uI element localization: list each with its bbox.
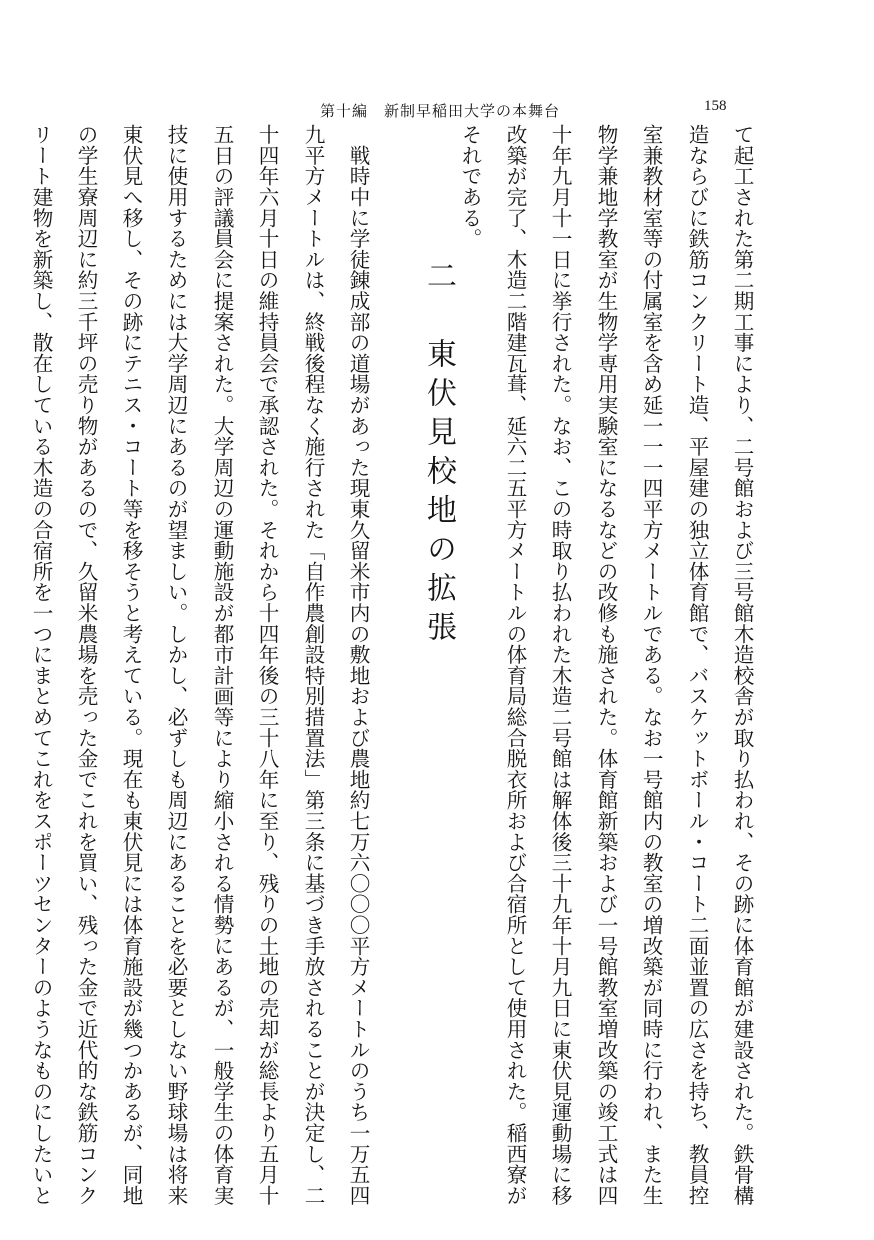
text-column: 改築が完了、木造二階建瓦葺、延六二五平方メートルの体育局総合脱衣所および合宿所として使用された。稲西寮が <box>503 124 527 1206</box>
text-column: 五日の評議員会に提案された。大学周辺の運動施設が都市計画等により縮小される情勢にあるが、一般学生の体育実 <box>210 124 234 1206</box>
text-column: リート建物を新築し、散在している木造の合宿所を一つにまとめてこれをスポーツセンターのようなものにしたいと <box>29 124 53 1206</box>
text-column: それである。 <box>458 124 482 249</box>
running-head: 第十編 新制早稲田大学の本舞台 <box>320 102 561 120</box>
text-column: 物学兼地学教室が生物学専用実験室になるなどの改修も施された。体育館新築および一号館教室増改築の竣工式は四 <box>594 124 618 1206</box>
section-heading: 二 東伏見校地の拡張 <box>421 260 456 650</box>
text-column: 戦時中に学徒錬成部の道場があった現東久留米市内の敷地および農地約七万六〇〇〇平方メートルのうち一万五四 <box>346 124 370 1206</box>
text-column: 十四年六月十日の維持員会で承認された。それから十四年後の三十八年に至り、残りの土地の売却が総長より五月十 <box>255 124 279 1206</box>
text-column: 十年九月十一日に挙行された。なお、この時取り払われた木造二号館は解体後三十九年十月九日に東伏見運動場に移 <box>548 124 572 1206</box>
page-number: 158 <box>704 98 727 114</box>
text-column: 室兼教材室等の付属室を含め延一一一四平方メートルである。なお一号館内の教室の増改築が同時に行われ、また生 <box>639 124 663 1206</box>
text-column: 九平方メートルは、終戦後程なく施行された「自作農創設特別措置法」第三条に基づき手放されることが決定し、二 <box>301 124 325 1206</box>
text-column: 造ならびに鉄筋コンクリート造、平屋建の独立体育館で、バスケットボール・コート二面並置の広さを持ち、教員控 <box>685 124 709 1206</box>
text-column: て起工された第二期工事により、二号館および三号館木造校舎が取り払われ、その跡に体育館が建設された。鉄骨構 <box>730 124 754 1206</box>
text-column: 技に使用するためには大学周辺にあるのが望ましい。しかし、必ずしも周辺にあることを必要としない野球場は将来 <box>164 124 188 1206</box>
text-column: 東伏見へ移し、その跡にテニス・コート等を移そうと考えている。現在も東伏見には体育施設が幾つかあるが、同地 <box>119 124 143 1206</box>
text-column: の学生寮周辺に約三千坪の売り物があるので、久留米農場を売った金でこれを買い、残った金で近代的な鉄筋コンク <box>74 124 98 1206</box>
